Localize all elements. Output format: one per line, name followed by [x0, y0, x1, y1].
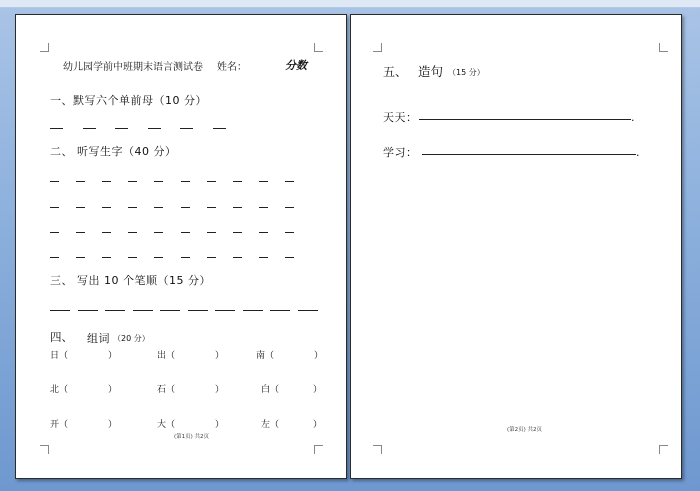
answer-blank[interactable]: [181, 207, 190, 208]
answer-blank[interactable]: [105, 310, 125, 311]
page-footer: (第1页) 共2页: [174, 434, 210, 440]
margin-mark: [40, 43, 49, 52]
sentence-word: 天天：: [383, 111, 418, 124]
answer-blank[interactable]: [154, 207, 163, 208]
margin-mark: [373, 43, 382, 52]
question-5-title: 造句: [418, 64, 444, 79]
name-label: 姓名：: [217, 62, 247, 73]
sentence-word: 学习：: [383, 146, 418, 159]
answer-blank[interactable]: [298, 310, 318, 311]
answer-blank[interactable]: [259, 207, 268, 208]
question-1-title: 一、默写六个单前母（10 分）: [50, 94, 207, 107]
answer-blank[interactable]: [213, 128, 226, 129]
answer-blank[interactable]: [259, 181, 268, 182]
answer-blank[interactable]: [180, 128, 193, 129]
answer-blank[interactable]: [50, 128, 63, 129]
answer-blank[interactable]: [259, 257, 268, 258]
answer-blanks-row: [50, 119, 226, 129]
answer-blank[interactable]: [50, 181, 59, 182]
margin-mark: [659, 445, 668, 454]
answer-blank[interactable]: [78, 310, 98, 311]
sentence-line[interactable]: [422, 154, 636, 155]
question-3-title: 三、 写出 10 个笔顺（15 分）: [50, 274, 211, 287]
word-char: 北（: [50, 385, 69, 395]
word-close: ）: [215, 385, 225, 395]
answer-blank[interactable]: [50, 232, 59, 233]
question-5-number: 五、: [383, 65, 408, 79]
answer-blank[interactable]: [76, 257, 85, 258]
answer-blank[interactable]: [133, 310, 153, 311]
word-close: ）: [215, 351, 225, 361]
page-footer: (第2页) 共2页: [507, 427, 543, 433]
answer-blank[interactable]: [102, 207, 111, 208]
question-2-title: 二、 听写生字（40 分）: [50, 145, 177, 158]
answer-blank[interactable]: [207, 257, 216, 258]
document-page-1: [15, 14, 347, 479]
answer-blanks-row: [50, 301, 318, 311]
word-item[interactable]: [157, 382, 224, 395]
question-4-points: （20 分）: [113, 334, 150, 343]
answer-blank[interactable]: [207, 232, 216, 233]
answer-blank[interactable]: [128, 207, 137, 208]
sentence-line[interactable]: [419, 119, 631, 120]
answer-blank[interactable]: [154, 181, 163, 182]
answer-blank[interactable]: [160, 310, 180, 311]
answer-blank[interactable]: [128, 181, 137, 182]
toolbar-strip: [0, 0, 700, 8]
answer-blank[interactable]: [233, 207, 242, 208]
answer-blank[interactable]: [233, 181, 242, 182]
question-5-points: （15 分）: [448, 68, 485, 77]
word-item[interactable]: [256, 348, 323, 361]
word-close: ）: [108, 385, 118, 395]
answer-blank[interactable]: [102, 257, 111, 258]
answer-blanks-row: [50, 198, 294, 208]
margin-mark: [373, 445, 382, 454]
margin-mark: [40, 445, 49, 454]
answer-blanks-row: [50, 223, 294, 233]
word-close: ）: [313, 420, 323, 430]
answer-blank[interactable]: [76, 181, 85, 182]
answer-blank[interactable]: [207, 181, 216, 182]
answer-blank[interactable]: [50, 310, 70, 311]
sentence-end: .: [636, 146, 640, 159]
word-char: 日（: [50, 351, 69, 361]
word-char: 大（: [157, 420, 176, 430]
word-item[interactable]: [261, 417, 322, 430]
answer-blank[interactable]: [285, 257, 294, 258]
answer-blank[interactable]: [76, 207, 85, 208]
exam-title: 幼儿园学前中班期末语言测试卷: [63, 62, 203, 73]
answer-blanks-row: [50, 172, 294, 182]
answer-blank[interactable]: [215, 310, 235, 311]
margin-mark: [314, 445, 323, 454]
sentence-end: .: [631, 111, 635, 124]
answer-blank[interactable]: [188, 310, 208, 311]
word-char: 南（: [256, 351, 275, 361]
answer-blanks-row: [50, 248, 294, 258]
score-label: 分数: [285, 59, 307, 72]
word-item[interactable]: [261, 382, 322, 395]
answer-blank[interactable]: [233, 232, 242, 233]
margin-mark: [314, 43, 323, 52]
answer-blank[interactable]: [207, 207, 216, 208]
word-close: ）: [313, 385, 323, 395]
answer-blank[interactable]: [50, 257, 59, 258]
word-char: 白（: [261, 385, 280, 395]
document-page-2: [350, 14, 682, 479]
word-item[interactable]: [157, 417, 224, 430]
word-close: ）: [108, 351, 118, 361]
question-4-title: 组词: [87, 332, 110, 345]
answer-blank[interactable]: [181, 181, 190, 182]
answer-blank[interactable]: [128, 232, 137, 233]
answer-blank[interactable]: [148, 128, 161, 129]
answer-blank[interactable]: [243, 310, 263, 311]
word-item[interactable]: [50, 382, 117, 395]
answer-blank[interactable]: [50, 207, 59, 208]
answer-blank[interactable]: [181, 257, 190, 258]
word-item[interactable]: [50, 348, 117, 361]
word-char: 左（: [261, 420, 280, 430]
answer-blank[interactable]: [102, 232, 111, 233]
answer-blank[interactable]: [285, 181, 294, 182]
answer-blank[interactable]: [76, 232, 85, 233]
answer-blank[interactable]: [102, 181, 111, 182]
answer-blank[interactable]: [154, 232, 163, 233]
answer-blank[interactable]: [115, 128, 128, 129]
answer-blank[interactable]: [154, 257, 163, 258]
word-item[interactable]: [50, 417, 117, 430]
word-char: 开（: [50, 420, 69, 430]
word-item[interactable]: [157, 348, 224, 361]
answer-blank[interactable]: [259, 232, 268, 233]
answer-blank[interactable]: [285, 207, 294, 208]
answer-blank[interactable]: [128, 257, 137, 258]
word-char: 石（: [157, 385, 176, 395]
question-4-number: 四、: [50, 330, 73, 344]
answer-blank[interactable]: [285, 232, 294, 233]
word-char: 出（: [157, 351, 176, 361]
answer-blank[interactable]: [270, 310, 290, 311]
answer-blank[interactable]: [181, 232, 190, 233]
word-close: ）: [215, 420, 225, 430]
answer-blank[interactable]: [83, 128, 96, 129]
margin-mark: [659, 43, 668, 52]
word-close: ）: [108, 420, 118, 430]
answer-blank[interactable]: [233, 257, 242, 258]
word-close: ）: [314, 351, 324, 361]
